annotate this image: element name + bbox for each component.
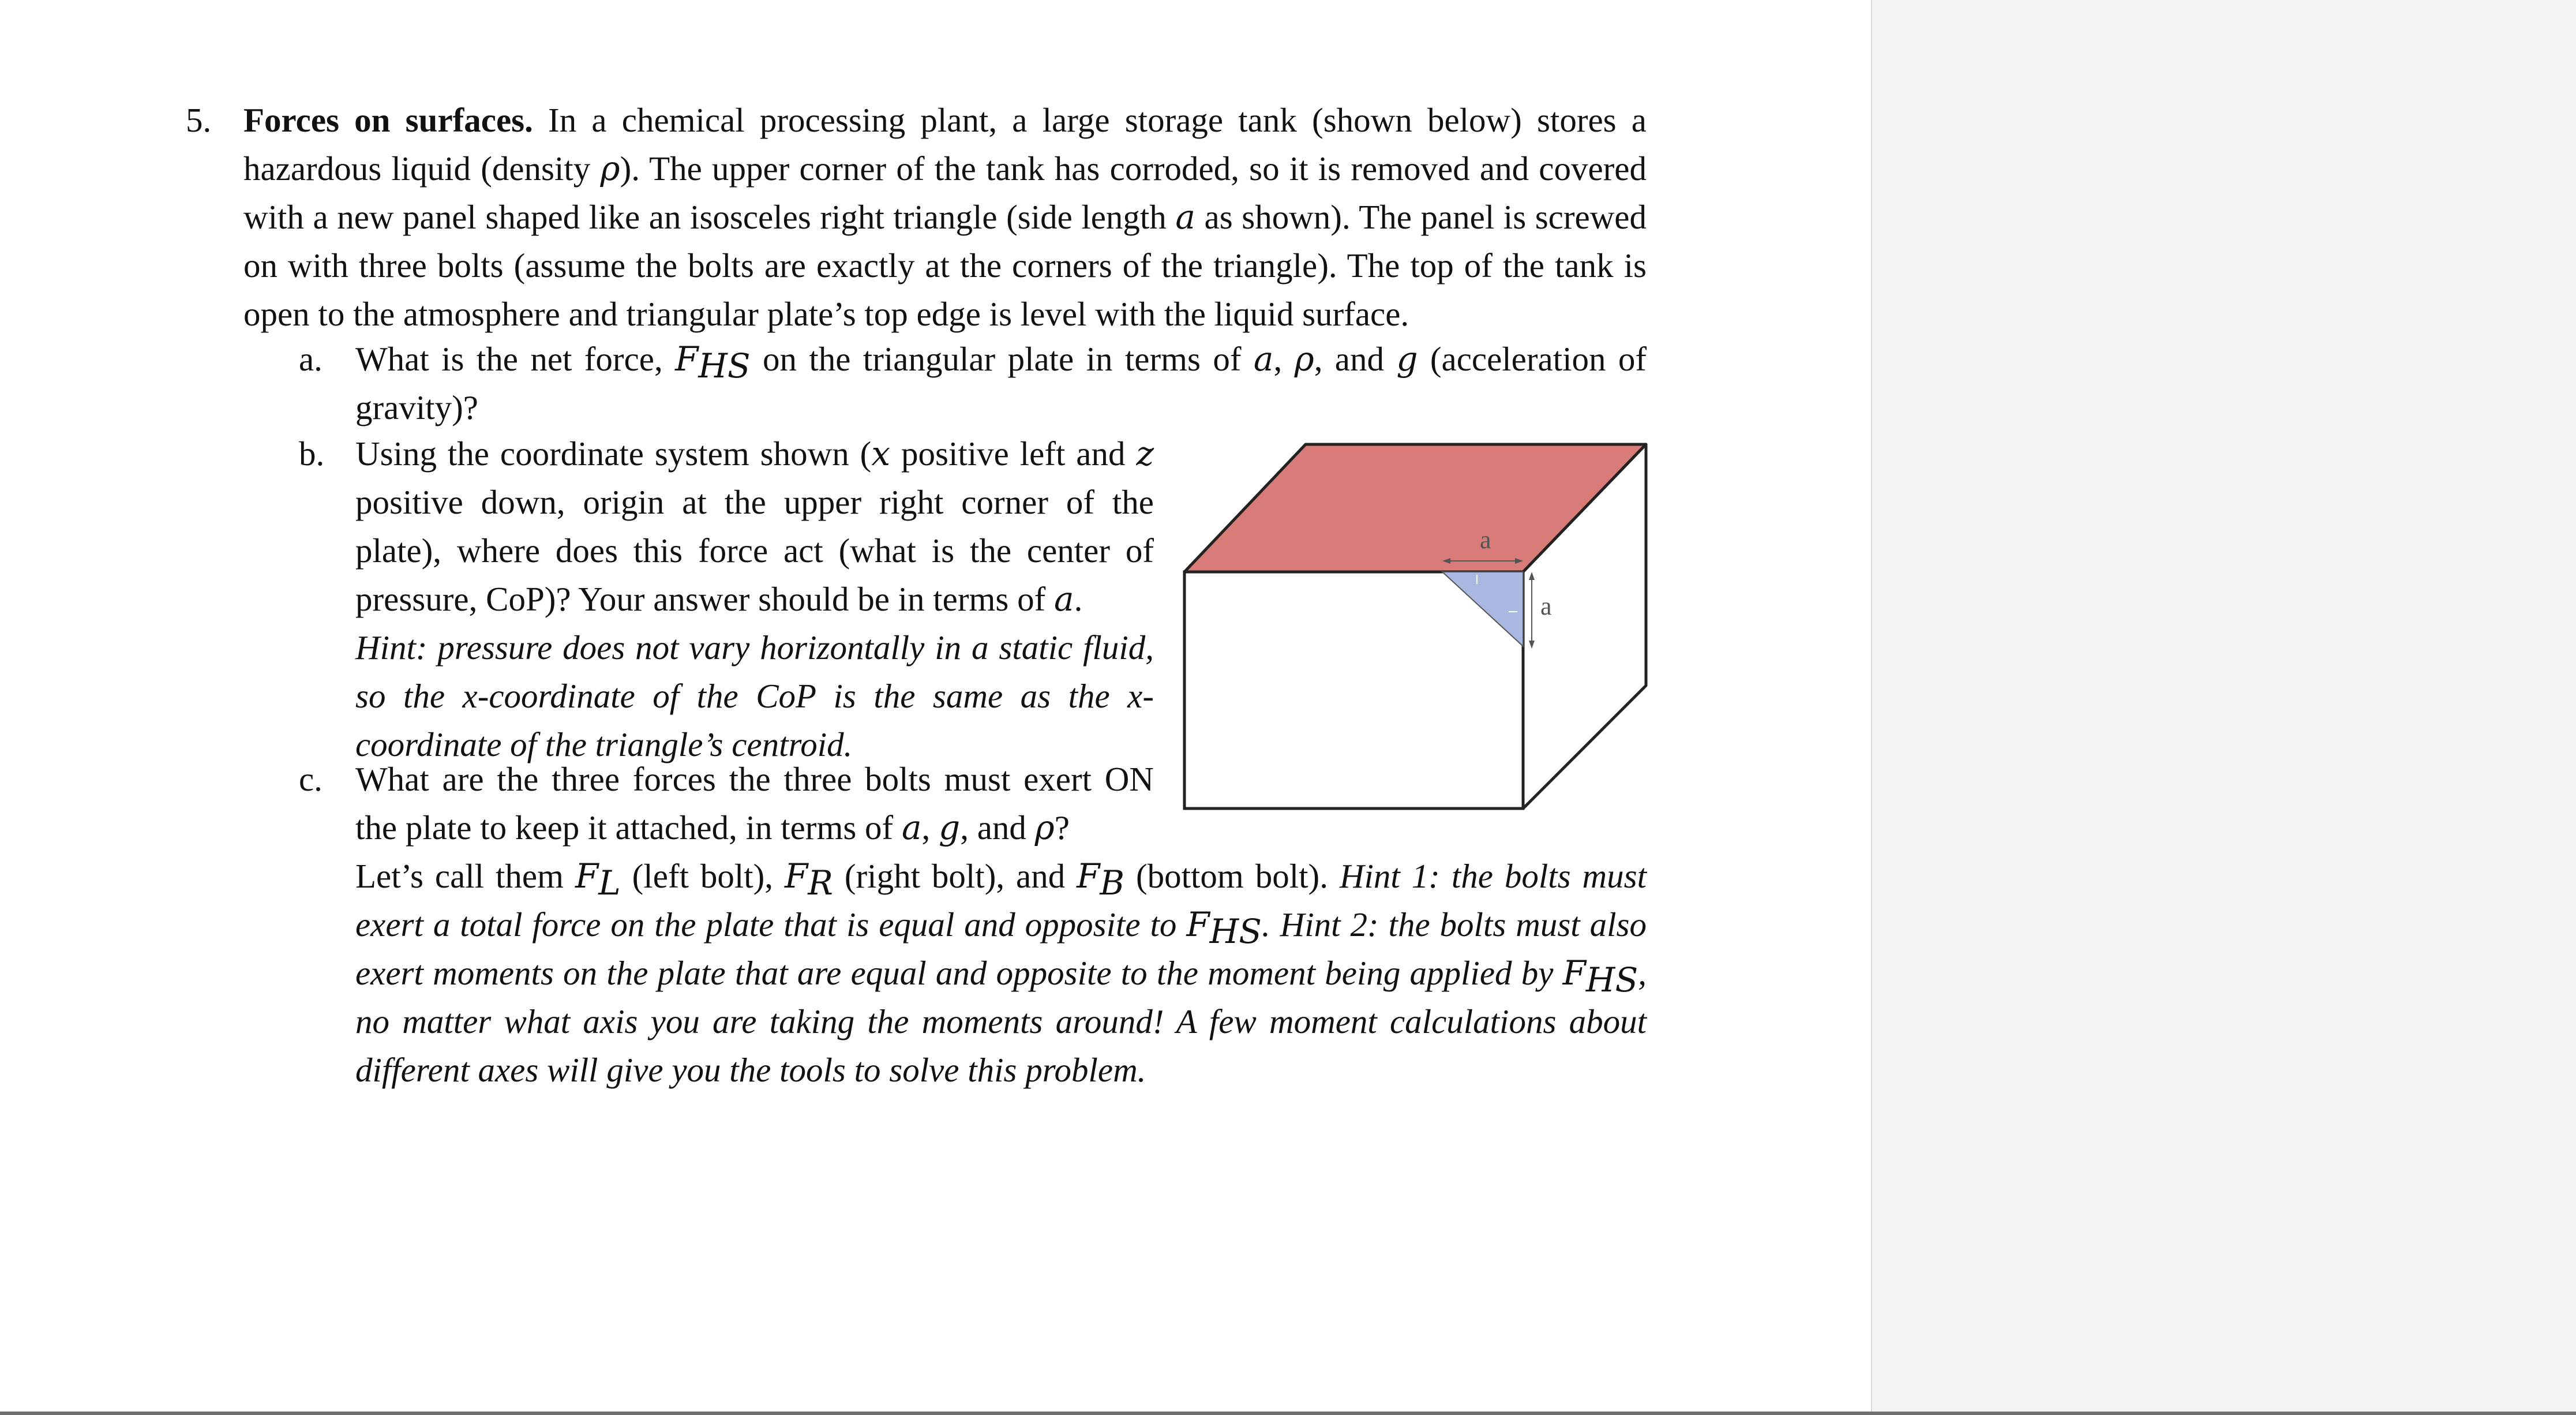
dimension-label-top: a [1480,526,1491,554]
part-b-label: b. [299,435,325,473]
part-a-text: What is the net force, $F_{HS}$ on the triangular plate in terms of a, ρ, and g (acceleration of gravity)? [355,339,1647,426]
part-c-text-2: Let’s call them $F_L$ (left bolt), $F_R$ (right bolt), and $F_B$ (bottom bolt). Hint 1: the bolts must exert a total force on the plate that is equal and opposite to $F_{HS}$. Hint 2: the bolts must also exert moments on the plate that are equal and opposite to the moment being applied by $F_{HS}$, no matter what axis you are taking the moments around! A few moment calculations about different axes will give you the tools to solve this problem. [355,856,1647,1089]
dimension-label-side: a [1540,592,1552,620]
problem-title: Forces on surfaces. [243,101,533,139]
tank-diagram [1177,439,1656,819]
problem-number: 5. [186,101,212,139]
part-b-hint: Hint: pressure does not vary horizontally in a static fluid, so the x-coordinate of the CoP is the same as the x-coordinate of the triangle’s centroid. [355,628,1154,763]
problem-statement: Forces on surfaces. In a chemical processing plant, a large storage tank (shown below) stores a hazardous liquid (density ρ). The upper corner of the tank has corroded, so it is removed and covered with a new panel shaped like an isosceles right triangle (side length a as shown). The panel is screwed on with three bolts (assume the bolts are exactly at the corners of the triangle). The top of the tank is open to the atmosphere and triangular plate’s top edge is level with the liquid surface. [243,101,1647,333]
part-b-text: Using the coordinate system shown (x positive left and z positive down, origin at the upper right corner of the plate), where does this force act (what is the center of pressure, CoP)? Your answer should be in terms of a. Hint: pressure does not vary horizontally in a static fluid, so the x-coordinate of the CoP is the same as the x-coordinate of the triangle’s centroid. [355,434,1154,763]
part-c-text-1: What are the three forces the three bolts must exert ON the plate to keep it attached, in terms of a, g, and ρ? [355,760,1154,847]
part-c-hints: Hint 1: the bolts must exert a total force on the plate that is equal and opposite to $F_{HS}$. Hint 2: the bolts must also exert moments on the plate that are equal and opposite to the moment being applied by $F_{HS}$, no matter what axis you are taking the moments around! A few moment calculations about different axes will give you the tools to solve this problem. [355,857,1647,1089]
window-bottom-border [0,1412,2576,1415]
tank-front-face [1184,572,1523,808]
part-c-label: c. [299,760,323,798]
part-a-label: a. [299,340,323,378]
right-side-panel [1871,0,2576,1412]
